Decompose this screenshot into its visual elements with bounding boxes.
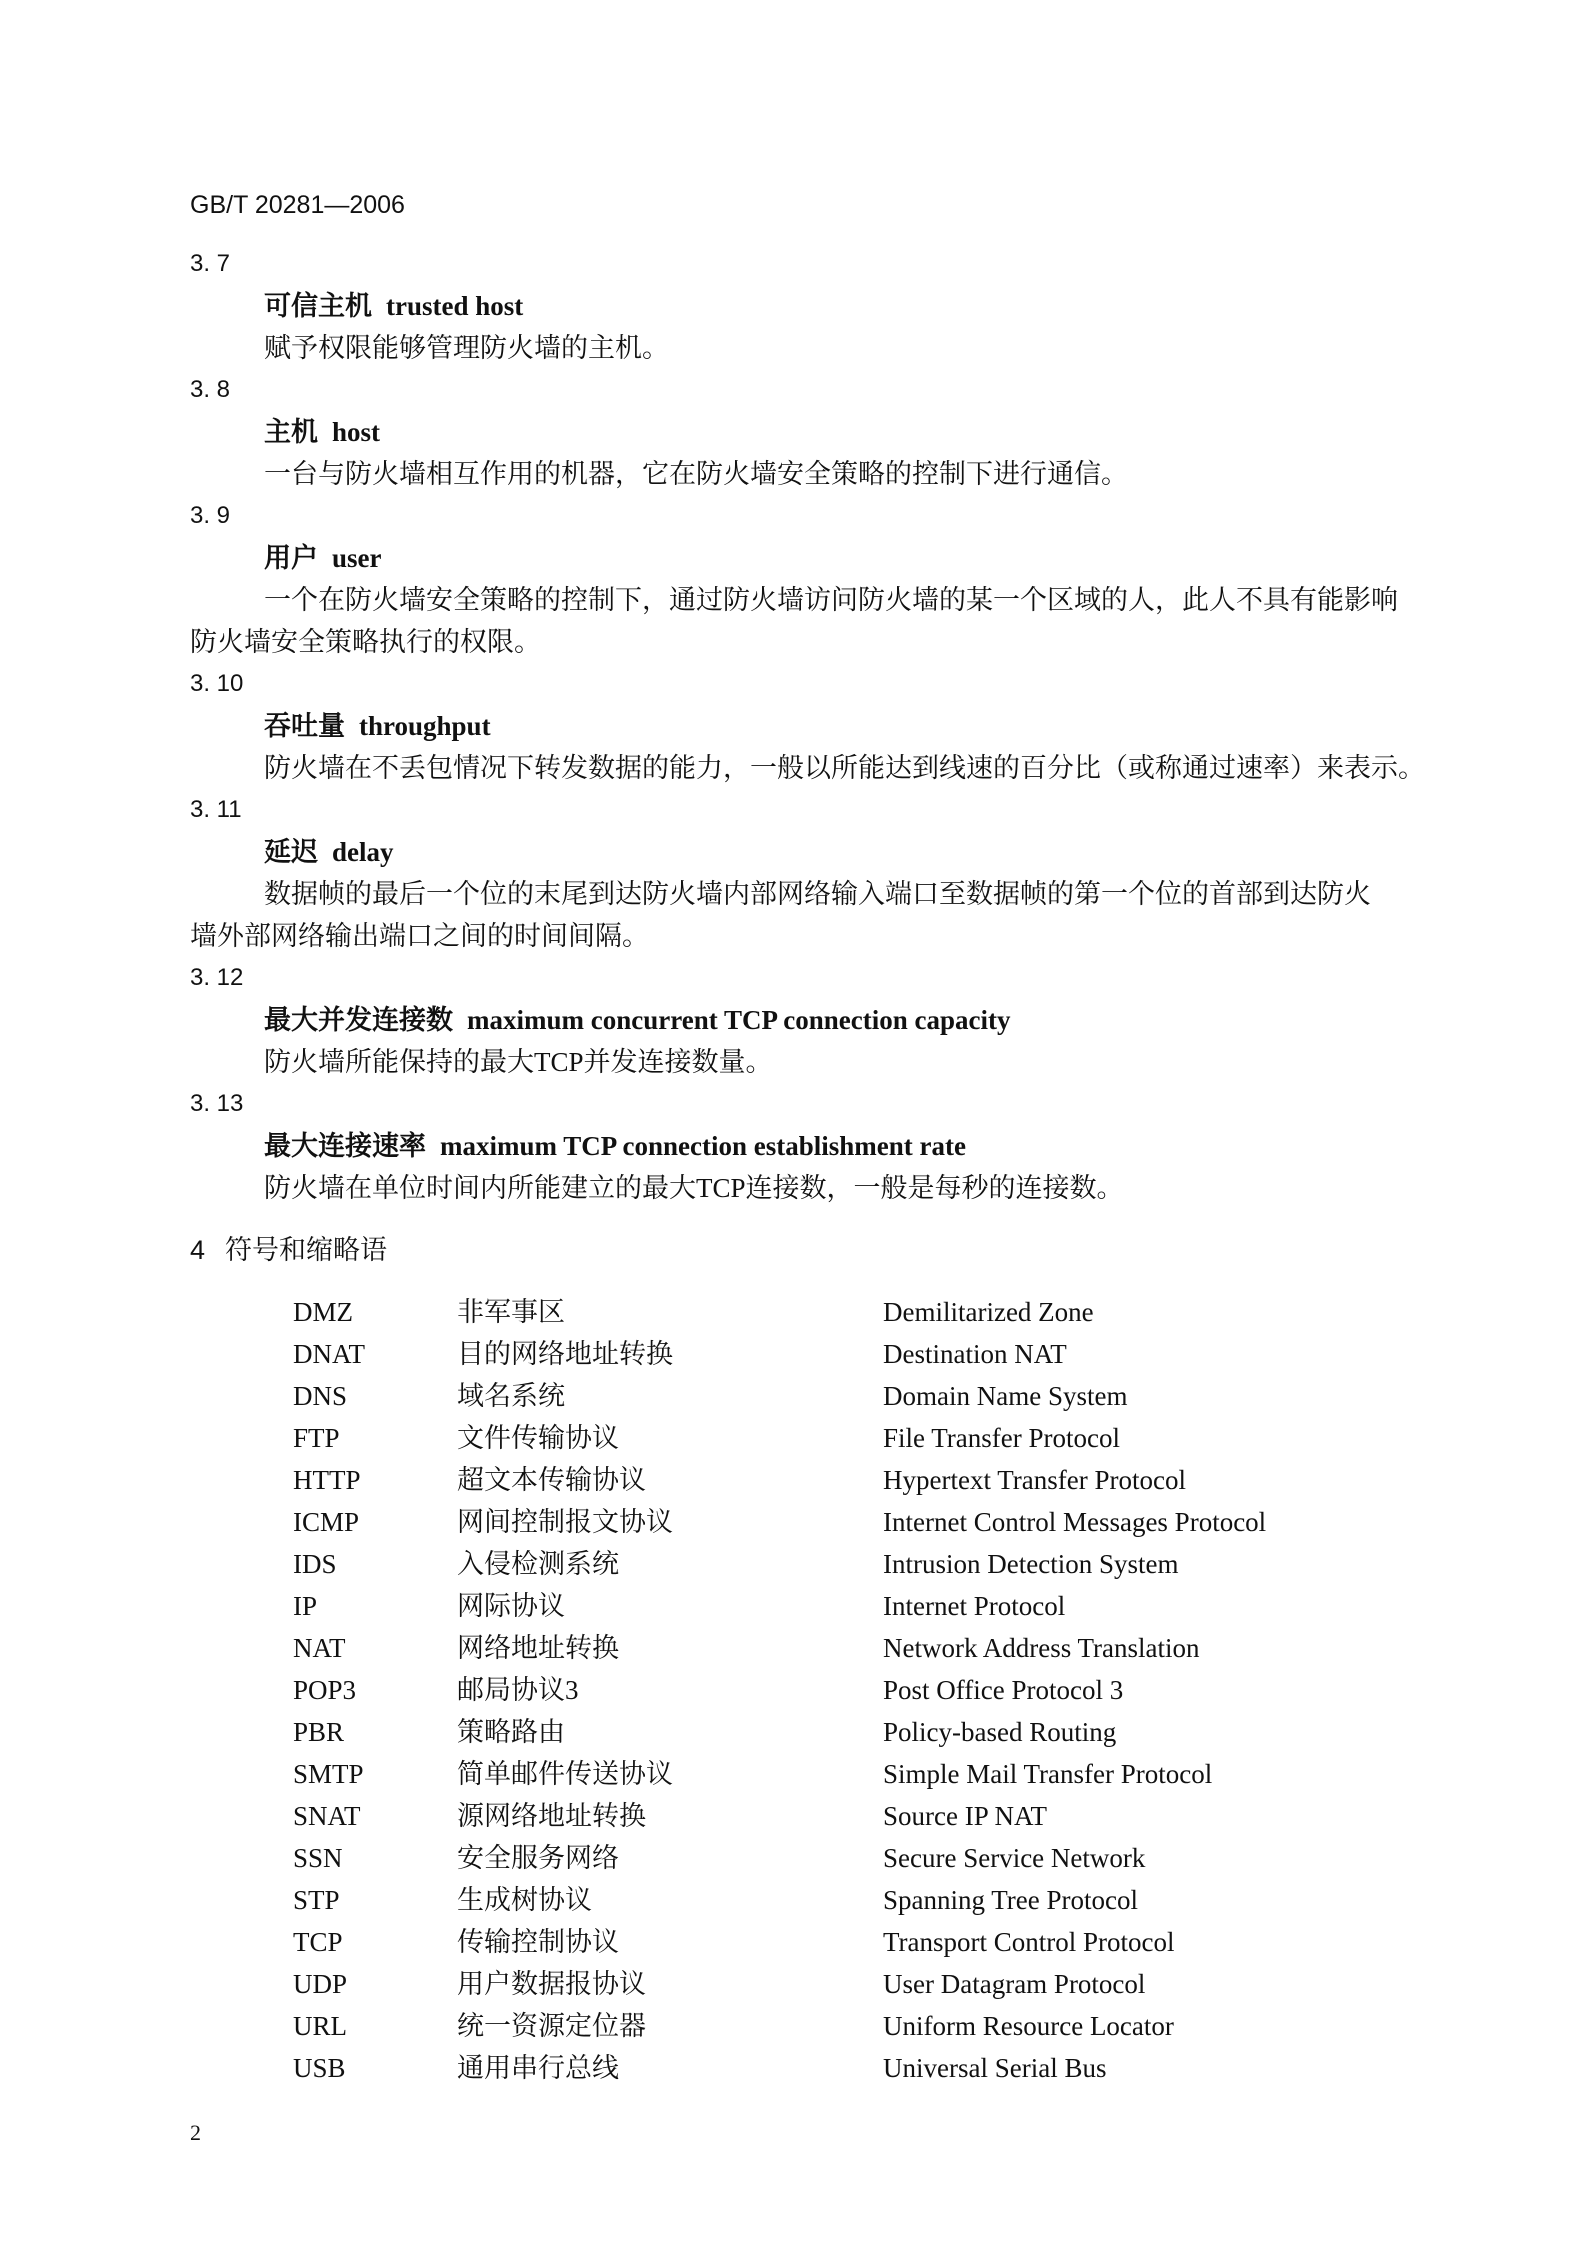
chinese-name: 邮局协议3 [457, 1675, 579, 1705]
table-row [0, 1585, 1587, 1627]
english-name: User Datagram Protocol [883, 1969, 1146, 1999]
clause-number: 3. 8 [190, 376, 231, 403]
english-name: Uniform Resource Locator [883, 2011, 1174, 2041]
table-row [0, 1333, 1587, 1375]
chinese-name: 网络地址转换 [457, 1633, 619, 1663]
english-name: Hypertext Transfer Protocol [883, 1465, 1186, 1495]
abbreviation: HTTP [293, 1465, 361, 1495]
chinese-name: 统一资源定位器 [457, 2011, 646, 2041]
abbreviation: DNS [293, 1381, 348, 1411]
chinese-name: 域名系统 [457, 1381, 565, 1411]
chinese-name: 策略路由 [457, 1717, 565, 1747]
english-name: Universal Serial Bus [883, 2053, 1107, 2083]
table-row [0, 1543, 1587, 1585]
definition-line: 一台与防火墙相互作用的机器，它在防火墙安全策略的控制下进行通信。 [264, 459, 1128, 489]
abbreviation: DNAT [293, 1339, 365, 1369]
table-row [0, 1669, 1587, 1711]
chinese-name: 通用串行总线 [457, 2053, 619, 2083]
clause-number: 3. 13 [190, 1090, 244, 1117]
abbreviation-table [0, 1291, 1587, 2089]
definition-line: 防火墙安全策略执行的权限。 [190, 627, 541, 657]
table-row [0, 1291, 1587, 1333]
abbreviation: SSN [293, 1843, 343, 1873]
table-row [0, 1963, 1587, 2005]
english-name: Post Office Protocol 3 [883, 1675, 1124, 1705]
term-en: trusted host [386, 291, 524, 321]
table-row [0, 1501, 1587, 1543]
term-zh: 可信主机 [264, 291, 372, 321]
abbreviation: NAT [293, 1633, 346, 1663]
chinese-name: 用户数据报协议 [457, 1969, 646, 1999]
english-name: Source IP NAT [883, 1801, 1047, 1831]
chinese-name: 源网络地址转换 [457, 1801, 646, 1831]
table-row [0, 1375, 1587, 1417]
english-name: Secure Service Network [883, 1843, 1146, 1873]
definition-line: 一个在防火墙安全策略的控制下，通过防火墙访问防火墙的某一个区域的人，此人不具有能影响 [264, 585, 1398, 615]
abbreviation: DMZ [293, 1297, 353, 1327]
table-row [0, 1879, 1587, 1921]
table-row [0, 1795, 1587, 1837]
table-row [0, 1459, 1587, 1501]
abbreviation: FTP [293, 1423, 340, 1453]
chinese-name: 网间控制报文协议 [457, 1507, 673, 1537]
definition-line: 防火墙在单位时间内所能建立的最大TCP连接数，一般是每秒的连接数。 [264, 1173, 1124, 1203]
chinese-name: 生成树协议 [457, 1885, 592, 1915]
abbreviation: SMTP [293, 1759, 364, 1789]
clause-number: 3. 10 [190, 670, 244, 697]
abbreviation: IDS [293, 1549, 337, 1579]
chinese-name: 简单邮件传送协议 [457, 1759, 673, 1789]
term-en: delay [332, 837, 394, 867]
term-zh: 吞吐量 [264, 711, 345, 741]
chinese-name: 安全服务网络 [457, 1843, 619, 1873]
chinese-name: 入侵检测系统 [457, 1549, 619, 1579]
term-heading [190, 285, 1447, 327]
abbreviation: USB [293, 2053, 346, 2083]
abbreviation: PBR [293, 1717, 345, 1747]
section-heading [190, 1229, 387, 1271]
english-name: Internet Control Messages Protocol [883, 1507, 1267, 1537]
clause-number: 3. 12 [190, 964, 244, 991]
english-name: Spanning Tree Protocol [883, 1885, 1139, 1915]
clause-number: 3. 7 [190, 250, 231, 277]
abbreviation: STP [293, 1885, 340, 1915]
term-heading [190, 705, 1447, 747]
table-row [0, 1753, 1587, 1795]
chinese-name: 传输控制协议 [457, 1927, 619, 1957]
english-name: Policy-based Routing [883, 1717, 1117, 1747]
term-heading [190, 999, 1447, 1041]
clause-number: 3. 9 [190, 502, 231, 529]
definition-line: 防火墙所能保持的最大TCP并发连接数量。 [264, 1047, 773, 1077]
term-en: throughput [359, 711, 491, 741]
english-name: Domain Name System [883, 1381, 1128, 1411]
definitions [190, 243, 1447, 1209]
term-en: maximum concurrent TCP connection capacity [467, 1005, 1011, 1035]
document-header: GB/T 20281—2006 [190, 191, 405, 219]
term-heading [190, 537, 1447, 579]
section-number: 4 [190, 1235, 206, 1265]
abbreviation: TCP [293, 1927, 343, 1957]
english-name: Transport Control Protocol [883, 1927, 1175, 1957]
abbreviation: UDP [293, 1969, 348, 1999]
term-zh: 用户 [264, 543, 318, 573]
table-row [0, 1711, 1587, 1753]
chinese-name: 网际协议 [457, 1591, 565, 1621]
page-number: 2 [190, 2120, 201, 2145]
term-en: host [332, 417, 381, 447]
table-row [0, 1837, 1587, 1879]
english-name: Intrusion Detection System [883, 1549, 1179, 1579]
abbreviation: POP3 [293, 1675, 357, 1705]
chinese-name: 超文本传输协议 [457, 1465, 646, 1495]
term-heading [190, 831, 1447, 873]
english-name: Network Address Translation [883, 1633, 1200, 1663]
term-zh: 延迟 [264, 837, 318, 867]
term-zh: 最大并发连接数 [264, 1005, 453, 1035]
table-row [0, 2005, 1587, 2047]
definition-line: 赋予权限能够管理防火墙的主机。 [264, 333, 669, 363]
chinese-name: 目的网络地址转换 [457, 1339, 673, 1369]
term-heading [190, 1125, 1447, 1167]
abbreviation: ICMP [293, 1507, 360, 1537]
definition-line: 防火墙在不丢包情况下转发数据的能力，一般以所能达到线速的百分比（或称通过速率）来表示。 [264, 753, 1425, 783]
english-name: Internet Protocol [883, 1591, 1066, 1621]
clause-number: 3. 11 [190, 796, 242, 823]
english-name: File Transfer Protocol [883, 1423, 1121, 1453]
term-heading [190, 411, 1447, 453]
table-row [0, 1627, 1587, 1669]
definition-line: 数据帧的最后一个位的末尾到达防火墙内部网络输入端口至数据帧的第一个位的首部到达防火 [264, 879, 1371, 909]
term-en: maximum TCP connection establishment rate [440, 1131, 966, 1161]
table-row [0, 2047, 1587, 2089]
term-en: user [332, 543, 382, 573]
english-name: Destination NAT [883, 1339, 1067, 1369]
definition-line: 墙外部网络输出端口之间的时间间隔。 [190, 921, 649, 951]
term-zh: 主机 [264, 417, 318, 447]
english-name: Simple Mail Transfer Protocol [883, 1759, 1213, 1789]
table-row [0, 1921, 1587, 1963]
term-zh: 最大连接速率 [264, 1131, 426, 1161]
abbreviation: URL [293, 2011, 347, 2041]
section-title: 符号和缩略语 [225, 1235, 388, 1265]
abbreviation: SNAT [293, 1801, 361, 1831]
chinese-name: 非军事区 [457, 1297, 565, 1327]
table-row [0, 1417, 1587, 1459]
abbreviation: IP [293, 1591, 318, 1621]
chinese-name: 文件传输协议 [457, 1423, 619, 1453]
english-name: Demilitarized Zone [883, 1297, 1094, 1327]
